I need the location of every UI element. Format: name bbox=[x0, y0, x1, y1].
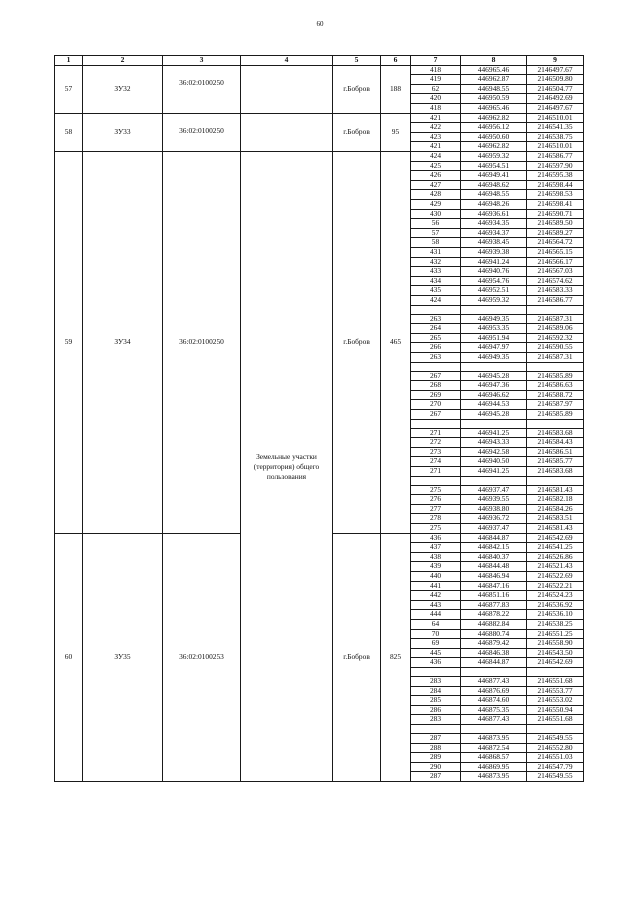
coordinate-y: 2146549.55 bbox=[526, 771, 584, 782]
coordinate-y: 2146543.50 bbox=[526, 648, 584, 659]
coordinate-y: 2146584.26 bbox=[526, 504, 584, 515]
point-number: 427 bbox=[410, 180, 461, 191]
coordinate-x: 446959.32 bbox=[460, 151, 527, 162]
point-number: 275 bbox=[410, 523, 461, 534]
coordinate-x: 446965.46 bbox=[460, 103, 527, 114]
point-number: 276 bbox=[410, 494, 461, 505]
point-number: 285 bbox=[410, 695, 461, 706]
coordinate-x: 446948.55 bbox=[460, 84, 527, 95]
coordinate-x: 446875.35 bbox=[460, 705, 527, 716]
coordinate-y: 2146590.71 bbox=[526, 209, 584, 220]
point-number: 70 bbox=[410, 629, 461, 640]
coordinate-x: 446938.80 bbox=[460, 504, 527, 515]
coordinate-x: 446846.94 bbox=[460, 571, 527, 582]
plot-number: 59 bbox=[54, 151, 83, 534]
coordinate-x: 446934.37 bbox=[460, 228, 527, 239]
coordinate-y: 2146551.68 bbox=[526, 714, 584, 725]
coordinate-x: 446876.69 bbox=[460, 686, 527, 697]
coordinate-y: 2146497.67 bbox=[526, 103, 584, 114]
plot-number: 60 bbox=[54, 533, 83, 782]
coordinate-y: 2146547.79 bbox=[526, 762, 584, 773]
point-number: 437 bbox=[410, 542, 461, 553]
plot-area: 825 bbox=[380, 533, 411, 782]
locality: г.Бобров bbox=[332, 151, 381, 534]
point-number: 62 bbox=[410, 84, 461, 95]
coordinate-y: 2146526.86 bbox=[526, 552, 584, 563]
coordinate-x: 446952.51 bbox=[460, 285, 527, 296]
point-number: 438 bbox=[410, 552, 461, 563]
coordinate-y: 2146589.50 bbox=[526, 218, 584, 229]
coordinate-y: 2146541.25 bbox=[526, 542, 584, 553]
point-number: 287 bbox=[410, 771, 461, 782]
coordinate-y: 2146597.90 bbox=[526, 161, 584, 172]
point-number: 436 bbox=[410, 657, 461, 668]
locality: г.Бобров bbox=[332, 113, 381, 152]
point-number: 267 bbox=[410, 371, 461, 382]
point-number: 434 bbox=[410, 276, 461, 287]
cadastral-quarter: 36:02:0100250 bbox=[162, 113, 241, 152]
coordinate-x: 446847.16 bbox=[460, 581, 527, 592]
coordinate-x: 446840.37 bbox=[460, 552, 527, 563]
point-number: 422 bbox=[410, 122, 461, 133]
coordinate-x: 446949.35 bbox=[460, 314, 527, 325]
coordinate-y: 2146536.10 bbox=[526, 609, 584, 620]
coordinate-y: 2146509.80 bbox=[526, 74, 584, 85]
coordinate-y: 2146583.68 bbox=[526, 428, 584, 439]
coordinate-x: 446946.62 bbox=[460, 390, 527, 401]
coordinate-y: 2146589.27 bbox=[526, 228, 584, 239]
header-cell: 7 bbox=[410, 55, 461, 66]
coordinate-x: 446879.42 bbox=[460, 638, 527, 649]
coordinate-x: 446951.94 bbox=[460, 333, 527, 344]
point-number: 270 bbox=[410, 399, 461, 410]
header-cell: 8 bbox=[460, 55, 527, 66]
plot-number: 57 bbox=[54, 65, 83, 114]
coordinate-y: 2146565.15 bbox=[526, 247, 584, 258]
coordinate-x: 446869.95 bbox=[460, 762, 527, 773]
point-number: 423 bbox=[410, 132, 461, 143]
coordinate-y: 2146581.43 bbox=[526, 485, 584, 496]
land-category-note: Земельные участки (территория) общего пользования bbox=[240, 151, 333, 782]
coordinate-y: 2146586.51 bbox=[526, 447, 584, 458]
coordinates-table bbox=[54, 55, 583, 827]
point-number: 421 bbox=[410, 113, 461, 124]
point-number: 267 bbox=[410, 409, 461, 420]
coordinate-x: 446947.97 bbox=[460, 342, 527, 353]
coordinate-x: 446936.61 bbox=[460, 209, 527, 220]
coordinate-x: 446851.16 bbox=[460, 590, 527, 601]
coordinate-x: 446940.76 bbox=[460, 266, 527, 277]
coordinate-x: 446940.50 bbox=[460, 456, 527, 467]
coordinate-y: 2146583.51 bbox=[526, 513, 584, 524]
coordinate-x: 446949.41 bbox=[460, 170, 527, 181]
point-number: 290 bbox=[410, 762, 461, 773]
coordinate-y: 2146542.69 bbox=[526, 657, 584, 668]
point-number: 424 bbox=[410, 151, 461, 162]
point-number: 421 bbox=[410, 141, 461, 152]
coordinate-x: 446962.87 bbox=[460, 74, 527, 85]
coordinate-y: 2146581.43 bbox=[526, 523, 584, 534]
coordinate-x: 446950.59 bbox=[460, 93, 527, 104]
header-cell: 2 bbox=[82, 55, 163, 66]
coordinate-x: 446842.15 bbox=[460, 542, 527, 553]
point-number: 445 bbox=[410, 648, 461, 659]
point-number: 442 bbox=[410, 590, 461, 601]
cadastral-quarter: 36:02:0100250 bbox=[162, 65, 241, 114]
coordinate-x: 446877.43 bbox=[460, 714, 527, 725]
coordinate-x: 446953.35 bbox=[460, 323, 527, 334]
coordinate-x: 446939.55 bbox=[460, 494, 527, 505]
coordinate-x: 446942.58 bbox=[460, 447, 527, 458]
coordinate-y: 2146551.25 bbox=[526, 629, 584, 640]
header-cell: 1 bbox=[54, 55, 83, 66]
cadastral-quarter: 36:02:0100253 bbox=[162, 533, 241, 782]
point-number: 289 bbox=[410, 752, 461, 763]
plot-area: 95 bbox=[380, 113, 411, 152]
coordinate-y: 2146522.69 bbox=[526, 571, 584, 582]
point-number: 58 bbox=[410, 237, 461, 248]
coordinate-y: 2146589.06 bbox=[526, 323, 584, 334]
point-number: 273 bbox=[410, 447, 461, 458]
coordinate-x: 446844.87 bbox=[460, 533, 527, 544]
point-number: 420 bbox=[410, 93, 461, 104]
coordinate-y: 2146588.72 bbox=[526, 390, 584, 401]
coordinate-y: 2146586.63 bbox=[526, 380, 584, 391]
coordinate-x: 446846.38 bbox=[460, 648, 527, 659]
point-number: 274 bbox=[410, 456, 461, 467]
coordinate-y: 2146587.31 bbox=[526, 352, 584, 363]
coordinate-y: 2146583.33 bbox=[526, 285, 584, 296]
coordinate-x: 446939.38 bbox=[460, 247, 527, 258]
coordinate-x: 446954.76 bbox=[460, 276, 527, 287]
point-number: 433 bbox=[410, 266, 461, 277]
coordinate-y: 2146598.44 bbox=[526, 180, 584, 191]
point-number: 277 bbox=[410, 504, 461, 515]
coordinate-x: 446877.83 bbox=[460, 600, 527, 611]
point-number: 271 bbox=[410, 428, 461, 439]
land-category-cell bbox=[240, 113, 333, 152]
coordinate-x: 446877.43 bbox=[460, 676, 527, 687]
coordinate-x: 446943.33 bbox=[460, 437, 527, 448]
point-number: 430 bbox=[410, 209, 461, 220]
coordinate-y: 2146510.01 bbox=[526, 113, 584, 124]
locality: г.Бобров bbox=[332, 65, 381, 114]
header-cell: 3 bbox=[162, 55, 241, 66]
coordinate-y: 2146504.77 bbox=[526, 84, 584, 95]
coordinate-y: 2146598.53 bbox=[526, 189, 584, 200]
plot-area: 188 bbox=[380, 65, 411, 114]
locality: г.Бобров bbox=[332, 533, 381, 782]
point-number: 429 bbox=[410, 199, 461, 210]
point-number: 271 bbox=[410, 466, 461, 477]
point-number: 443 bbox=[410, 600, 461, 611]
coordinate-x: 446941.24 bbox=[460, 257, 527, 268]
coordinate-x: 446934.35 bbox=[460, 218, 527, 229]
coordinate-y: 2146567.03 bbox=[526, 266, 584, 277]
coordinate-y: 2146598.41 bbox=[526, 199, 584, 210]
point-number: 435 bbox=[410, 285, 461, 296]
coordinate-y: 2146590.55 bbox=[526, 342, 584, 353]
coordinate-y: 2146541.35 bbox=[526, 122, 584, 133]
point-number: 263 bbox=[410, 352, 461, 363]
point-number: 284 bbox=[410, 686, 461, 697]
point-number: 264 bbox=[410, 323, 461, 334]
point-number: 436 bbox=[410, 533, 461, 544]
coordinate-y: 2146558.90 bbox=[526, 638, 584, 649]
cadastral-quarter: 36:02:0100250 bbox=[162, 151, 241, 534]
coordinate-y: 2146538.75 bbox=[526, 132, 584, 143]
coordinate-x: 446873.95 bbox=[460, 733, 527, 744]
coordinate-x: 446868.57 bbox=[460, 752, 527, 763]
coordinate-y: 2146566.17 bbox=[526, 257, 584, 268]
point-number: 431 bbox=[410, 247, 461, 258]
point-number: 278 bbox=[410, 513, 461, 524]
coordinate-x: 446945.28 bbox=[460, 371, 527, 382]
page-number: 60 bbox=[316, 20, 324, 28]
coordinate-y: 2146585.77 bbox=[526, 456, 584, 467]
coordinate-y: 2146542.69 bbox=[526, 533, 584, 544]
point-number: 428 bbox=[410, 189, 461, 200]
coordinate-y: 2146587.97 bbox=[526, 399, 584, 410]
coordinate-x: 446874.60 bbox=[460, 695, 527, 706]
coordinate-x: 446844.48 bbox=[460, 561, 527, 572]
coordinate-x: 446962.82 bbox=[460, 141, 527, 152]
coordinate-x: 446844.87 bbox=[460, 657, 527, 668]
coordinate-y: 2146510.01 bbox=[526, 141, 584, 152]
header-cell: 5 bbox=[332, 55, 381, 66]
coordinate-x: 446954.51 bbox=[460, 161, 527, 172]
coordinate-x: 446948.55 bbox=[460, 189, 527, 200]
coordinate-y: 2146550.94 bbox=[526, 705, 584, 716]
point-number: 283 bbox=[410, 714, 461, 725]
point-number: 268 bbox=[410, 380, 461, 391]
coordinate-x: 446947.36 bbox=[460, 380, 527, 391]
coordinate-x: 446956.12 bbox=[460, 122, 527, 133]
coordinate-y: 2146497.67 bbox=[526, 65, 584, 76]
plot-code: ЗУ34 bbox=[82, 151, 163, 534]
coordinate-y: 2146538.25 bbox=[526, 619, 584, 630]
plot-code: ЗУ35 bbox=[82, 533, 163, 782]
coordinate-x: 446873.95 bbox=[460, 771, 527, 782]
coordinate-y: 2146564.72 bbox=[526, 237, 584, 248]
coordinate-x: 446941.25 bbox=[460, 466, 527, 477]
coordinate-y: 2146592.32 bbox=[526, 333, 584, 344]
coordinate-y: 2146574.62 bbox=[526, 276, 584, 287]
coordinate-x: 446941.25 bbox=[460, 428, 527, 439]
coordinate-y: 2146586.77 bbox=[526, 295, 584, 306]
point-number: 426 bbox=[410, 170, 461, 181]
point-number: 64 bbox=[410, 619, 461, 630]
coordinate-y: 2146551.68 bbox=[526, 676, 584, 687]
point-number: 272 bbox=[410, 437, 461, 448]
coordinate-x: 446948.26 bbox=[460, 199, 527, 210]
coordinate-y: 2146492.69 bbox=[526, 93, 584, 104]
coordinate-y: 2146522.21 bbox=[526, 581, 584, 592]
coordinate-y: 2146586.77 bbox=[526, 151, 584, 162]
plot-code: ЗУ33 bbox=[82, 113, 163, 152]
header-cell: 6 bbox=[380, 55, 411, 66]
point-number: 418 bbox=[410, 65, 461, 76]
point-number: 265 bbox=[410, 333, 461, 344]
point-number: 283 bbox=[410, 676, 461, 687]
point-number: 432 bbox=[410, 257, 461, 268]
coordinate-y: 2146524.23 bbox=[526, 590, 584, 601]
point-number: 444 bbox=[410, 609, 461, 620]
coordinate-y: 2146582.18 bbox=[526, 494, 584, 505]
coordinate-x: 446878.22 bbox=[460, 609, 527, 620]
coordinate-x: 446949.35 bbox=[460, 352, 527, 363]
point-number: 266 bbox=[410, 342, 461, 353]
coordinate-y: 2146549.55 bbox=[526, 733, 584, 744]
coordinate-x: 446948.62 bbox=[460, 180, 527, 191]
point-number: 439 bbox=[410, 561, 461, 572]
coordinate-y: 2146552.80 bbox=[526, 743, 584, 754]
plot-code: ЗУ32 bbox=[82, 65, 163, 114]
point-number: 69 bbox=[410, 638, 461, 649]
header-cell: 9 bbox=[526, 55, 584, 66]
coordinate-y: 2146585.89 bbox=[526, 371, 584, 382]
point-number: 287 bbox=[410, 733, 461, 744]
point-number: 440 bbox=[410, 571, 461, 582]
coordinate-y: 2146583.68 bbox=[526, 466, 584, 477]
coordinate-x: 446959.32 bbox=[460, 295, 527, 306]
plot-area: 465 bbox=[380, 151, 411, 534]
point-number: 441 bbox=[410, 581, 461, 592]
coordinate-y: 2146521.43 bbox=[526, 561, 584, 572]
coordinate-x: 446950.60 bbox=[460, 132, 527, 143]
point-number: 269 bbox=[410, 390, 461, 401]
point-number: 286 bbox=[410, 705, 461, 716]
coordinate-y: 2146587.31 bbox=[526, 314, 584, 325]
point-number: 288 bbox=[410, 743, 461, 754]
point-number: 424 bbox=[410, 295, 461, 306]
coordinate-y: 2146584.43 bbox=[526, 437, 584, 448]
point-number: 57 bbox=[410, 228, 461, 239]
coordinate-x: 446965.46 bbox=[460, 65, 527, 76]
header-cell: 4 bbox=[240, 55, 333, 66]
coordinate-y: 2146553.02 bbox=[526, 695, 584, 706]
coordinate-x: 446938.45 bbox=[460, 237, 527, 248]
point-number: 425 bbox=[410, 161, 461, 172]
point-number: 263 bbox=[410, 314, 461, 325]
coordinate-y: 2146585.89 bbox=[526, 409, 584, 420]
coordinate-x: 446872.54 bbox=[460, 743, 527, 754]
coordinate-x: 446962.82 bbox=[460, 113, 527, 124]
point-number: 418 bbox=[410, 103, 461, 114]
coordinate-x: 446880.74 bbox=[460, 629, 527, 640]
coordinate-x: 446882.84 bbox=[460, 619, 527, 630]
coordinate-y: 2146536.92 bbox=[526, 600, 584, 611]
point-number: 275 bbox=[410, 485, 461, 496]
coordinate-x: 446944.53 bbox=[460, 399, 527, 410]
coordinate-y: 2146553.77 bbox=[526, 686, 584, 697]
point-number: 56 bbox=[410, 218, 461, 229]
point-number: 419 bbox=[410, 74, 461, 85]
coordinate-y: 2146595.38 bbox=[526, 170, 584, 181]
land-category-cell bbox=[240, 65, 333, 114]
coordinate-x: 446945.28 bbox=[460, 409, 527, 420]
coordinate-x: 446937.47 bbox=[460, 523, 527, 534]
coordinate-y: 2146551.03 bbox=[526, 752, 584, 763]
coordinate-x: 446936.72 bbox=[460, 513, 527, 524]
coordinate-x: 446937.47 bbox=[460, 485, 527, 496]
plot-number: 58 bbox=[54, 113, 83, 152]
